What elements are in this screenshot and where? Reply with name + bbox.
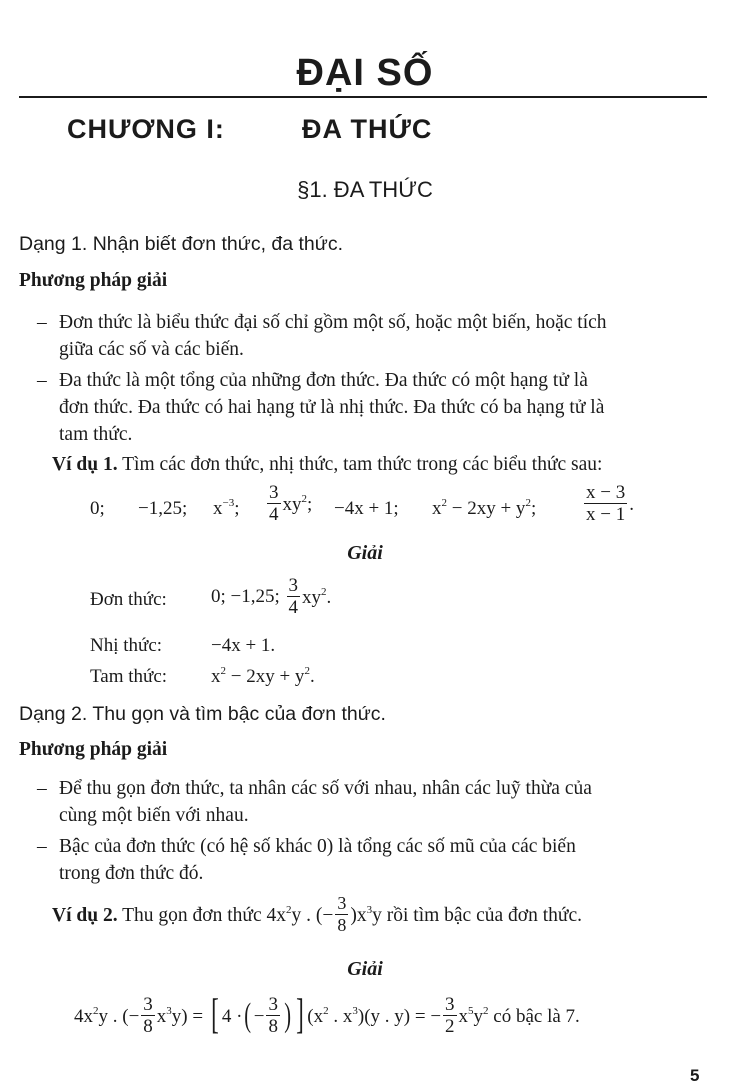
dang1-method-label: Phương pháp giải: [19, 270, 168, 291]
dang1-b1-line2: giữa các số và các biến.: [59, 339, 244, 360]
example-1-label: Ví dụ 1.: [52, 454, 118, 475]
expr-rational: $\frac{x - 3}{x - 1}$ .: [586, 482, 634, 525]
dang2-method-label: Phương pháp giải: [19, 739, 168, 760]
nhi-thuc-label: Nhị thức:: [90, 635, 163, 656]
example-2-label: Ví dụ 2.: [52, 904, 118, 926]
solution-1-label: Giải: [347, 542, 383, 564]
dang2-b2-line1: Bậc của đơn thức (có hệ số khác 0) là tổng các số mũ của các biến: [59, 836, 576, 857]
dang2-b1-line2: cùng một biến với nhau.: [59, 805, 249, 826]
nhi-thuc-row: [90, 635, 276, 657]
chapter-label: CHƯƠNG I:: [67, 114, 225, 144]
dang1-b2-line2: đơn thức. Đa thức có hai hạng tử là nhị thức. Đa thức có ba hạng tử là: [59, 397, 605, 418]
tam-thuc-value: $x^2 - 2xy + y^2$.: [211, 665, 315, 687]
tam-thuc-row: [90, 665, 315, 688]
don-thuc-value: 0; −1,25; $\frac{3}{4}$ $xy^2$.: [211, 575, 332, 618]
dang2-b1-line1: Để thu gọn đơn thức, ta nhân các số với nhau, nhân các luỹ thừa của: [59, 778, 592, 799]
dang1-heading: Dạng 1. Nhận biết đơn thức, đa thức.: [19, 233, 343, 255]
example-2-text: Thu gọn đơn thức $4x^2y$ . (− $\frac{3}{8}$ )$x^3y$ rồi tìm bậc của đơn thức.: [122, 893, 582, 935]
expressions-row: [90, 484, 730, 540]
bullet-dash: –: [37, 370, 47, 391]
dang2-heading: Dạng 2. Thu gọn và tìm bậc của đơn thức.: [19, 703, 386, 725]
solution-2-label: Giải: [347, 958, 383, 980]
chapter-name: ĐA THỨC: [302, 114, 433, 144]
bullet-dash: –: [37, 312, 47, 333]
dang1-b2-line1: Đa thức là một tổng của những đơn thức. Đa thức có một hạng tử là: [59, 370, 588, 391]
tam-thuc-label: Tam thức:: [90, 666, 168, 687]
bullet-dash: –: [37, 836, 47, 857]
solution-2-equation: $4x^2y$ . (− $\frac{3}{8}$ $x^3y$) = [ 4 ·( − $\frac{3}{8}$ ) ] ($x^2$ . $x^3)(y$ . y) = − $\frac{3}{2}$ $x^5y^2$ có bậc là 7.: [74, 992, 580, 1038]
example-1: [52, 451, 602, 478]
dang1-b1-line1: Đơn thức là biểu thức đại số chỉ gồm một số, hoặc một biến, hoặc tích: [59, 312, 607, 333]
expr-zero: 0;: [90, 498, 105, 519]
example-1-text: Tìm các đơn thức, nhị thức, tam thức trong các biểu thức sau:: [122, 454, 603, 475]
expr-monomial: $\frac{3}{4}$ $xy^2$;: [269, 482, 313, 525]
expr-trinomial: $x^2 - 2xy + y^2$;: [432, 497, 537, 519]
title-rule: [19, 96, 707, 98]
dang2-b2-line2: trong đơn thức đó.: [59, 863, 204, 884]
don-thuc-label: Đơn thức:: [90, 589, 167, 610]
expr-binomial: −4x + 1;: [334, 498, 399, 519]
expr-decimal: −1,25;: [138, 498, 188, 519]
dang1-b2-line3: tam thức.: [59, 424, 133, 445]
nhi-thuc-value: −4x + 1.: [211, 635, 276, 656]
expr-power: $x^{-3}$;: [213, 497, 240, 519]
bullet-dash: –: [37, 778, 47, 799]
section-title: §1. ĐA THỨC: [297, 177, 433, 202]
page-title: ĐẠI SỐ: [296, 52, 434, 94]
example-2: [52, 895, 582, 938]
page-number: 5: [690, 1066, 700, 1085]
don-thuc-row: [90, 577, 690, 629]
